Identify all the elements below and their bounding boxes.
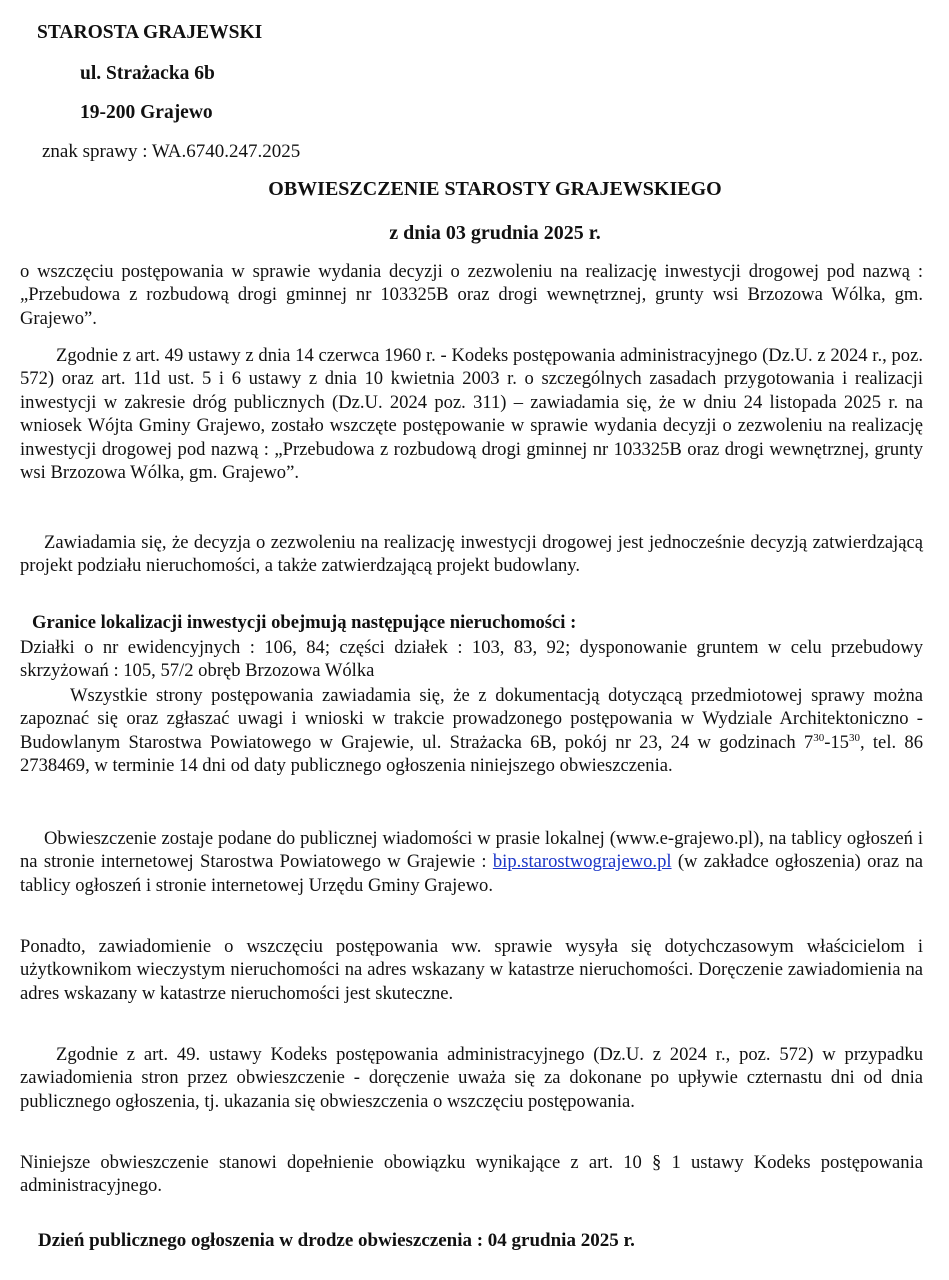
paragraph-obligation: Niniejsze obwieszczenie stanowi dopełnienie obowiązku wynikające z art. 10 § 1 ustawy Kodeks postępowania administracyjnego. [20, 1152, 923, 1197]
case-number: znak sprawy : WA.6740.247.2025 [42, 141, 301, 162]
bip-link[interactable]: bip.starostwograjewo.pl [492, 851, 672, 873]
notice-title: OBWIESZCZENIE STAROSTY GRAJEWSKIEGO [268, 178, 722, 200]
paragraph-decision-scope: Zawiadamia się, że decyzja o zezwoleniu na realizację inwestycji drogowej jest jednocześnie decyzją zatwierdzającą projekt podziału nieruchomości, a także zatwierdzającą projekt budowlany. [20, 532, 923, 577]
hours-separator: -15 [824, 731, 849, 753]
authority-name: STAROSTA GRAJEWSKI [37, 22, 263, 43]
paragraph-delivery: Zgodnie z art. 49. ustawy Kodeks postępowania administracyjnego (Dz.U. z 2024 r., poz. 572) w przypadku zawiadomienia stron przez obwieszczenie - doręczenie uważa się za dokonane po upływie czternastu dni od dnia publicznego ogłoszenia, tj. ukazania się obwieszczenia o wszczęciu postępowania. [20, 1044, 923, 1112]
publication-text-start: Obwieszczenie zostaje podane do publicznej wiadomości w prasie lokalnej (www.e-grajewo.pl), na tablicy ogłoszeń i na stronie internetowej Starostwa Powiatowego w Grajewie : [20, 828, 923, 873]
documentation-text-start: Wszystkie strony postępowania zawiadamia się, że z dokumentacją dotyczącą przedmiotowej sprawy można zapoznać się oraz zgłaszać uwagi i wnioski w trakcie prowadzonego postępowania w Wydziale Architektoniczno - Budowlanym Starostwa Powiatowego w Grajewie, ul. Strażacka 6B, pokój nr 23, 24 w godzinach 7 [20, 685, 923, 753]
publication-date-footer: Dzień publicznego ogłoszenia w drodze obwieszczenia : 04 grudnia 2025 r. [38, 1230, 635, 1251]
paragraph-subject: o wszczęciu postępowania w sprawie wydania decyzji o zezwoleniu na realizację inwestycji drogowej pod nazwą : „Przebudowa z rozbudową drogi gminnej nr 103325B oraz drogi wewnętrznej, grunty wsi Brzozowa Wólka, gm. Grajewo”. [20, 261, 923, 329]
hours-start-minutes: 30 [813, 731, 825, 744]
notice-date: z dnia 03 grudnia 2025 r. [389, 222, 601, 244]
paragraph-publication [20, 827, 923, 897]
authority-city: 19-200 Grajewo [80, 102, 213, 123]
boundaries-heading: Granice lokalizacji inwestycji obejmują następujące nieruchomości : [32, 612, 577, 633]
publication-text-end: (w zakładce ogłoszenia) oraz na tablicy ogłoszeń i stronie internetowej Urzędu Gminy Grajewo. [20, 851, 923, 896]
documentation-text-end: , tel. 86 2738469, w terminie 14 dni od daty publicznego ogłoszenia niniejszego obwieszczenia. [20, 731, 923, 777]
authority-street: ul. Strażacka 6b [80, 63, 215, 84]
paragraph-plots: Działki o nr ewidencyjnych : 106, 84; części działek : 103, 83, 92; dysponowanie gruntem w celu przebudowy skrzyżowań : 105, 57/2 obręb Brzozowa Wólka [20, 637, 923, 682]
hours-end-minutes: 30 [848, 731, 860, 744]
paragraph-legal-basis: Zgodnie z art. 49 ustawy z dnia 14 czerwca 1960 r. - Kodeks postępowania administracyjnego (Dz.U. z 2024 r., poz. 572) oraz art. 11d ust. 5 i 6 ustawy z dnia 10 kwietnia 2003 r. o szczególnych zasadach przygotowania i realizacji inwestycji w zakresie dróg publicznych (Dz.U. 2024 poz. 311) – zawiadamia się, że w dniu 24 listopada 2025 r. na wniosek Wójta Gminy Grajewo, zostało wszczęte postępowanie w sprawie wydania decyzji o zezwoleniu na realizację inwestycji drogowej pod nazwą : „Przebudowa z rozbudową drogi gminnej nr 103325B oraz drogi wewnętrznej, grunty wsi Brzozowa Wólka, gm. Grajewo”. [20, 345, 923, 484]
paragraph-documentation [20, 684, 923, 778]
paragraph-notification: Ponadto, zawiadomienie o wszczęciu postępowania ww. sprawie wysyła się dotychczasowym właścicielom i użytkownikom wieczystym nieruchomości na adres wskazany w katastrze nieruchomości. Doręczenie zawiadomienia na adres wskazany w katastrze nieruchomości jest skuteczne. [20, 936, 923, 1004]
